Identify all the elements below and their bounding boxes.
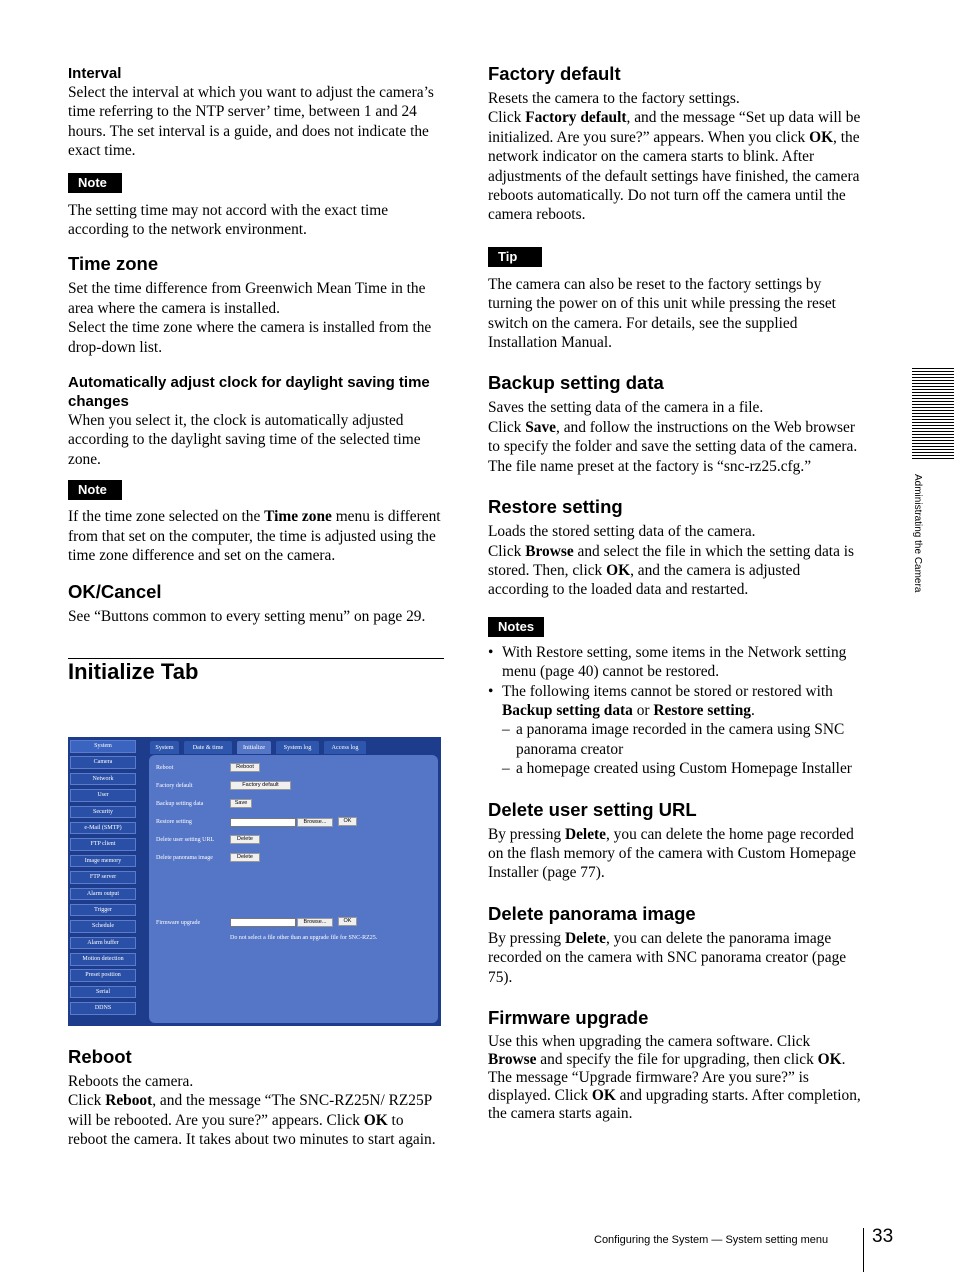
list-item: – a homepage created using Custom Homepage Installer [488, 759, 862, 778]
factory-default-body-2: Click Factory default, and the message “Set up data will be initialized. Are you sure?” appears. When you click OK, the network indicator on the camera starts to blink. After adjustments of the default settings have finished, the camera reboots automatically. Do not turn off the camera until the camera reboots. [488, 109, 861, 224]
chapter-tab-bars [912, 368, 954, 460]
firmware-heading: Firmware upgrade [488, 1007, 649, 1028]
page-number: 33 [872, 1226, 894, 1247]
sidebar-item[interactable]: Image memory [70, 855, 136, 868]
sidebar-item[interactable]: FTP client [70, 838, 136, 851]
firmware-browse-button[interactable]: Browse... [297, 918, 333, 927]
backup-body-2: Click Save, and follow the instructions on the Web browser to specify the folder and save the setting data of the camera. The file name preset at the factory is “snc-rz25.cfg.” [488, 418, 858, 475]
list-item: • The following items cannot be stored or restored with Backup setting data or Restore setting. – a panorama image recorded in the camera using SNC panorama creator – a homepage created using Custom Homepage Installer [488, 682, 862, 779]
tab-item[interactable]: System [150, 741, 179, 754]
dst-heading: Automatically adjust clock for daylight saving time changes [68, 374, 430, 411]
row-factory-label: Factory default [156, 783, 193, 789]
sidebar-item[interactable]: Camera [70, 756, 136, 769]
dst-body: When you select it, the clock is automatically adjusted according to the daylight saving time of the selected time zone. [68, 412, 421, 468]
page-footer: Configuring the System — System setting menu [594, 1234, 829, 1246]
row-backup-label: Backup setting data [156, 801, 204, 807]
sidebar-item[interactable]: Preset position [70, 969, 136, 982]
restore-sub-list [488, 720, 862, 778]
tip-badge: Tip [488, 247, 542, 267]
interval-body: Select the interval at which you want to adjust the camera’s time referring to the NTP server’ time, between 1 and 24 hours. The set interval is a guide, and does not indicate the exact time. [68, 84, 434, 160]
footer-divider [863, 1228, 864, 1272]
notes-badge: Notes [488, 617, 544, 637]
reboot-body-2: Click Reboot, and the message “The SNC-RZ25N/ RZ25P will be rebooted. Are you sure?” appears. Click OK to reboot the camera. It takes about two minutes to start again. [68, 1092, 436, 1149]
time-zone-body-1: Set the time difference from Greenwich Mean Time in the area where the camera is installed. [68, 280, 426, 317]
chapter-tab [912, 368, 954, 460]
time-zone-body-2: Select the time zone where the camera is installed from the drop-down list. [68, 319, 432, 356]
delete-url-heading: Delete user setting URL [488, 798, 697, 820]
restore-ok-button[interactable]: OK [338, 817, 357, 826]
sidebar-item[interactable]: Network [70, 773, 136, 786]
restore-browse-button[interactable]: Browse... [297, 818, 333, 827]
time-zone-heading: Time zone [68, 253, 159, 275]
firmware-file-field[interactable] [230, 918, 296, 927]
row-firmware-label: Firmware upgrade [156, 920, 201, 926]
dst-note: If the time zone selected on the Time zone menu is different from that set on the computer, the time is adjusted using the time zone difference and set on the camera. [68, 508, 441, 565]
sidebar-item[interactable]: User [70, 789, 136, 802]
delete-url-body: By pressing Delete, you can delete the home page recorded on the flash memory of the camera with Custom Homepage Installer (page 77). [488, 825, 856, 882]
tab-item[interactable]: Date & time [184, 741, 232, 754]
row-delete-pano-label: Delete panorama image [156, 855, 213, 861]
factory-default-button[interactable]: Factory default [230, 781, 291, 790]
settings-sidebar [70, 740, 136, 1019]
sidebar-item[interactable]: Alarm buffer [70, 937, 136, 950]
factory-default-body-1: Resets the camera to the factory settings. [488, 90, 740, 107]
reboot-section [68, 1046, 444, 1150]
reboot-heading: Reboot [68, 1046, 132, 1067]
sidebar-item[interactable]: System [70, 740, 136, 753]
delete-panorama-heading: Delete panorama image [488, 902, 696, 924]
row-restore-label: Restore setting [156, 819, 192, 825]
factory-default-heading: Factory default [488, 63, 621, 84]
tab-item[interactable]: System log [276, 741, 319, 754]
factory-default-tip: The camera can also be reset to the factory settings by turning the power on of this unit while pressing the reset switch on the camera. For details, see the supplied Installation Manual. [488, 275, 836, 352]
delete-url-button[interactable]: Delete [230, 835, 260, 844]
sidebar-item[interactable]: Serial [70, 986, 136, 999]
restore-body-1: Loads the stored setting data of the camera. [488, 523, 756, 541]
delete-panorama-body: By pressing Delete, you can delete the panorama image recorded on the camera with SNC panorama creator (page 75). [488, 929, 847, 986]
interval-heading: Interval [68, 65, 122, 82]
restore-heading: Restore setting [488, 496, 623, 518]
ok-cancel-heading: OK/Cancel [68, 580, 162, 602]
firmware-body: Use this when upgrading the camera software. Click Browse and specify the file for upgrading, then click OK. The message “Upgrade firmware? Are you sure?” is displayed. Click OK and upgrading starts. After completion, the camera starts again. [488, 1033, 861, 1122]
interval-note: The setting time may not accord with the exact time according to the network environment. [68, 201, 389, 239]
reboot-body-1: Reboots the camera. [68, 1073, 194, 1090]
row-delete-url-label: Delete user setting URL [156, 837, 215, 843]
restore-notes-list [488, 643, 862, 779]
note-badge: Note [68, 173, 122, 193]
initialize-tab-title: Initialize Tab [68, 658, 199, 684]
tab-item[interactable]: Access log [324, 741, 366, 754]
backup-heading: Backup setting data [488, 372, 664, 394]
row-reboot-label: Reboot [156, 765, 174, 771]
chapter-tab-label: Administrating the Camera [912, 474, 923, 593]
initialize-tab-screenshot [68, 737, 441, 1026]
delete-panorama-button[interactable]: Delete [230, 853, 260, 862]
firmware-warning: Do not select a file other than an upgrade file for SNC-RZ25. [230, 935, 378, 941]
sidebar-item[interactable]: DDNS [70, 1002, 136, 1015]
right-column [488, 60, 862, 1123]
ok-cancel-body: See “Buttons common to every setting menu” on page 29. [68, 607, 426, 625]
sidebar-item[interactable]: Schedule [70, 920, 136, 933]
sidebar-item[interactable]: Alarm output [70, 888, 136, 901]
backup-body-1: Saves the setting data of the camera in a file. [488, 399, 764, 417]
firmware-ok-button[interactable]: OK [338, 917, 357, 926]
sidebar-item[interactable]: Trigger [70, 904, 136, 917]
tab-item[interactable]: Initialize [237, 741, 271, 754]
list-item: • With Restore setting, some items in the Network setting menu (page 40) cannot be restored. [488, 643, 862, 682]
settings-panel [149, 755, 438, 1023]
sidebar-item[interactable]: Motion detection [70, 953, 136, 966]
left-column [68, 60, 444, 685]
restore-body-2: Click Browse and select the file in which the setting data is stored. Then, click OK, and the camera is adjusted according to the loaded data and restarted. [488, 542, 855, 599]
sidebar-item[interactable]: Security [70, 806, 136, 819]
list-item: – a panorama image recorded in the camera using SNC panorama creator [488, 720, 862, 759]
note-badge: Note [68, 480, 122, 500]
sidebar-item[interactable]: FTP server [70, 871, 136, 884]
save-button[interactable]: Save [230, 799, 252, 808]
restore-file-field[interactable] [230, 818, 296, 827]
reboot-button[interactable]: Reboot [230, 763, 260, 772]
sidebar-item[interactable]: e-Mail (SMTP) [70, 822, 136, 835]
